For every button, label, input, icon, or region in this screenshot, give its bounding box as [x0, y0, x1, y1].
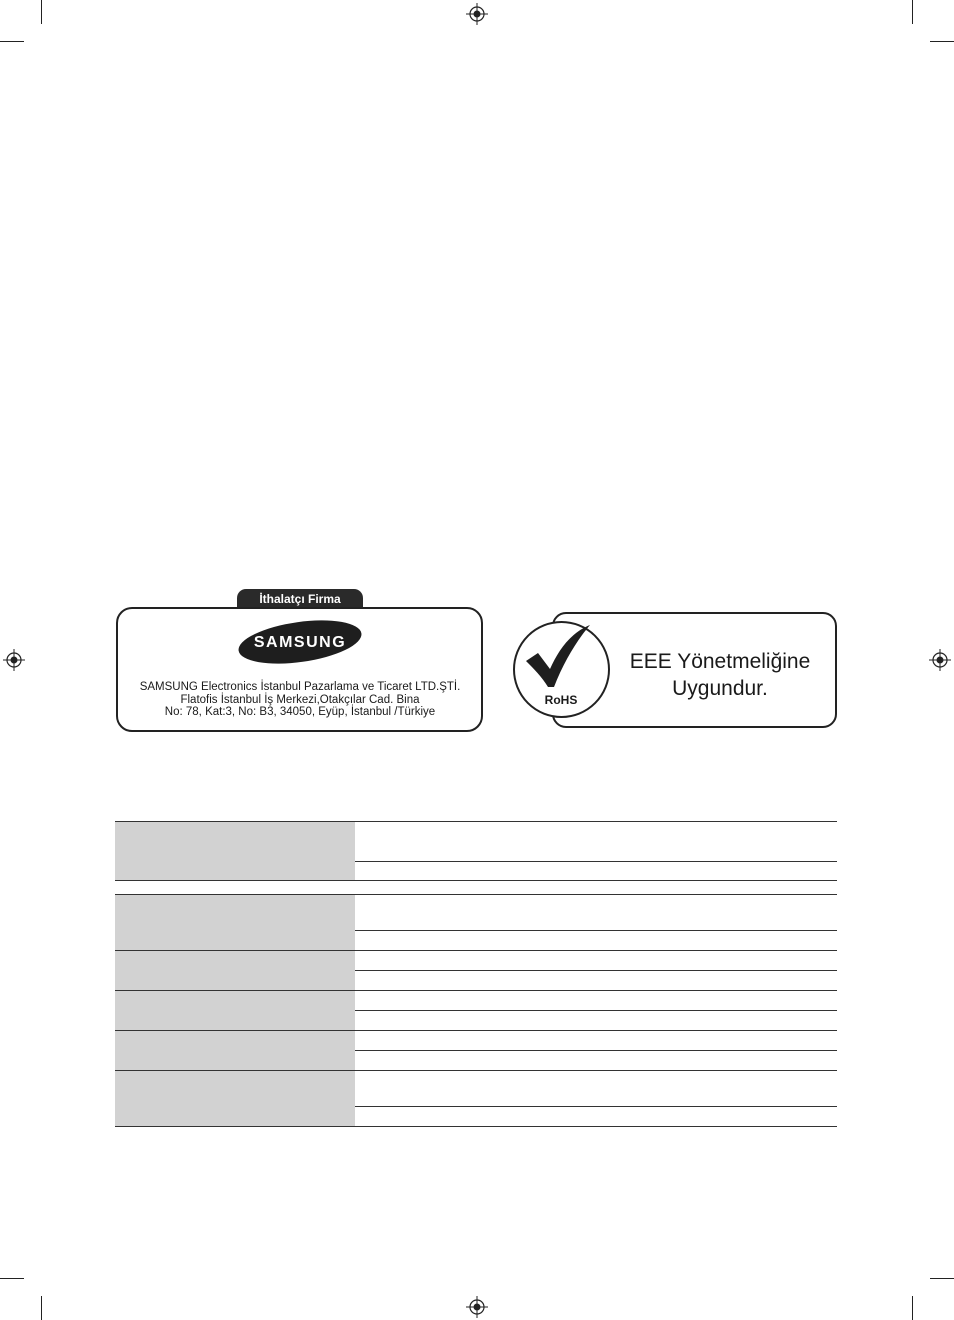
table-subrule [355, 1106, 837, 1107]
table-subrule [355, 1010, 837, 1011]
registration-mark-icon [3, 649, 25, 671]
table-label-cell [115, 894, 355, 950]
table-rule [115, 821, 837, 822]
crop-mark-bottom-right-v [912, 1296, 913, 1320]
rohs-label [536, 690, 586, 708]
table-rule [115, 990, 837, 991]
svg-text:RoHS: RoHS [544, 693, 578, 707]
eee-line-2: Uygundur. [672, 677, 768, 700]
table-label-cell [115, 991, 355, 1030]
address-line-1: SAMSUNG Electronics İstanbul Pazarlama ve Ticaret LTD.ŞTİ. [139, 681, 461, 693]
crop-mark-bottom-left-v [41, 1296, 42, 1320]
table-label-cell [115, 951, 355, 990]
crop-mark-top-left-v [41, 0, 42, 24]
table-subrule [355, 930, 837, 931]
table-rule [115, 1030, 837, 1031]
table-rule [115, 950, 837, 951]
importer-address [118, 681, 482, 719]
registration-mark-icon [929, 649, 951, 671]
table-rule [115, 1070, 837, 1071]
crop-mark-bottom-right-h [930, 1278, 954, 1279]
table-label-cell [115, 821, 355, 880]
checkmark-icon [524, 623, 592, 695]
table-subrule [355, 970, 837, 971]
table-label-cell [115, 1031, 355, 1070]
samsung-logo-text: SAMSUNG [253, 634, 347, 651]
registration-mark-icon [466, 1296, 488, 1318]
crop-mark-top-right-h [930, 41, 954, 42]
address-line-2: Flatofis İstanbul İş Merkezi,Otakçılar Cad. Bina [180, 693, 420, 706]
importer-tab-label: İthalatçı Firma [237, 589, 363, 609]
table-rule [115, 1126, 837, 1127]
table-subrule [355, 1050, 837, 1051]
eee-compliance-text [606, 648, 834, 702]
samsung-logo [236, 618, 364, 666]
table-subrule [355, 861, 837, 862]
registration-mark-icon [466, 3, 488, 25]
address-line-3: No: 78, Kat:3, No: B3, 34050, Eyüp, İstanbul /Türkiye [164, 706, 436, 718]
eee-line-1: EEE Yönetmeliğine [629, 650, 811, 673]
crop-mark-top-right-v [912, 0, 913, 24]
crop-mark-top-left-h [0, 41, 24, 42]
crop-mark-bottom-left-h [0, 1278, 24, 1279]
table-rule [115, 880, 837, 881]
table-label-cell [115, 1071, 355, 1126]
table-rule [115, 894, 837, 895]
